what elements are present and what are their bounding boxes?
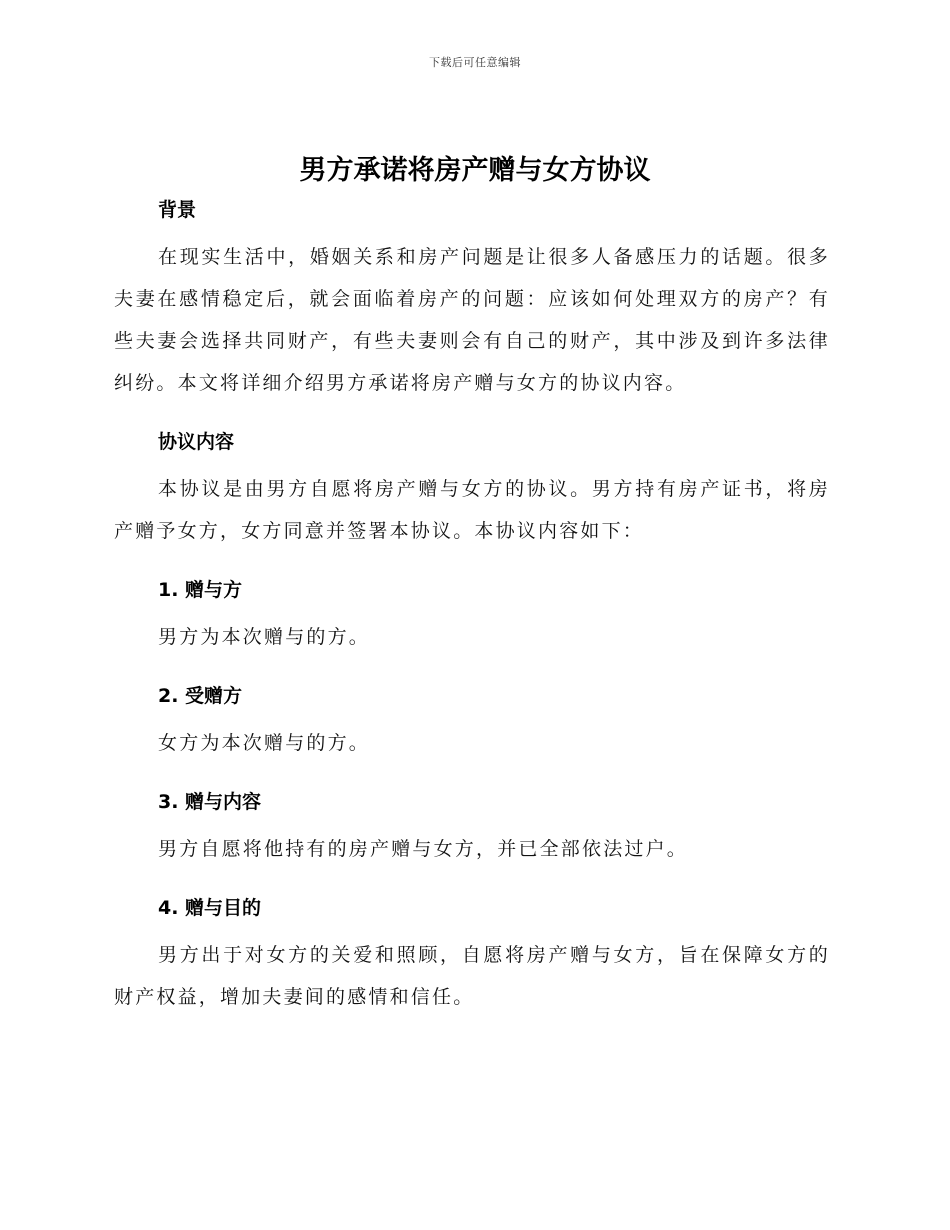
section-paragraph-donor: 男方为本次赠与的方。 [158,626,371,648]
section-heading-gift-content: 3. 赠与内容 [158,791,262,813]
section-heading-background: 背景 [158,199,197,221]
section-paragraph-gift-content: 男方自愿将他持有的房产赠与女方，并已全部依法过户。 [158,838,689,860]
section-heading-donee: 2. 受赠方 [158,685,243,707]
header-note: 下载后可任意编辑 [429,56,521,69]
section-heading-purpose: 4. 赠与目的 [158,897,262,919]
section-paragraph-background: 在现实生活中，婚姻关系和房产问题是让很多人备感压力的话题。很多夫妻在感情稳定后，就会面临着房产的问题：应该如何处理双方的房产？有些夫妻会选择共同财产，有些夫妻则会有自己的财产，其中涉及到许多法律纠纷。本文将详细介绍男方承诺将房产赠与女方的协议内容。 [114,246,830,394]
document-body [114,194,830,1018]
section-paragraph-donee: 女方为本次赠与的方。 [158,732,371,754]
section-heading-donor: 1. 赠与方 [158,579,243,601]
section-paragraph-agreement: 本协议是由男方自愿将房产赠与女方的协议。男方持有房产证书，将房产赠予女方，女方同意并签署本协议。本协议内容如下： [114,478,830,542]
section-heading-agreement: 协议内容 [158,431,235,453]
document-title: 男方承诺将房产赠与女方协议 [299,155,651,186]
section-paragraph-purpose: 男方出于对女方的关爱和照顾，自愿将房产赠与女方，旨在保障女方的财产权益，增加夫妻间的感情和信任。 [114,944,830,1008]
